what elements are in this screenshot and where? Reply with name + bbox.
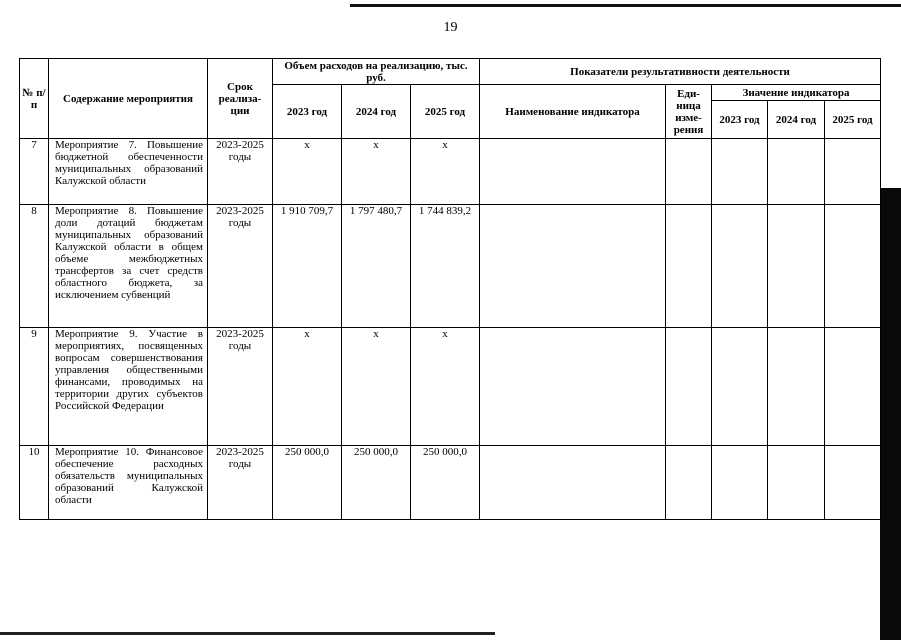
table-row	[20, 328, 881, 446]
header-unit: Еди-ница изме-рения	[666, 85, 712, 139]
header-num: № п/п	[20, 59, 49, 139]
scan-edge-right	[880, 188, 901, 640]
activities-table	[19, 58, 881, 520]
row-unit	[666, 139, 712, 205]
row-iv-2024	[768, 205, 825, 328]
header-exp-2023: 2023 год	[273, 85, 342, 139]
row-iv-2025	[825, 328, 881, 446]
header-indicators-group: Показатели результативности деятельности	[480, 59, 881, 85]
row-content: Мероприятие 9. Участие в мероприятиях, посвященных вопросам совершенствования управления общественными финансами, проводимых на территории других субъектов Российской Федерации	[49, 328, 208, 446]
row-content: Мероприятие 7. Повышение бюджетной обеспеченности муниципальных образований Калужской области	[49, 139, 208, 205]
row-content: Мероприятие 10. Финансовое обеспечение расходных обязательств муниципальных образований Калужской области	[49, 446, 208, 520]
header-indicator-value: Значение индикатора	[712, 85, 881, 101]
row-num: 7	[20, 139, 49, 205]
row-iv-2023	[712, 139, 768, 205]
row-indicator-name	[480, 328, 666, 446]
row-unit	[666, 205, 712, 328]
row-exp-2023: 250 000,0	[273, 446, 342, 520]
row-iv-2023	[712, 446, 768, 520]
page-number: 19	[443, 20, 458, 35]
header-iv-2024: 2024 год	[768, 101, 825, 139]
row-indicator-name	[480, 205, 666, 328]
row-unit	[666, 446, 712, 520]
row-exp-2023: x	[273, 139, 342, 205]
row-exp-2025: 1 744 839,2	[411, 205, 480, 328]
row-num: 8	[20, 205, 49, 328]
row-exp-2023: x	[273, 328, 342, 446]
header-exp-2024: 2024 год	[342, 85, 411, 139]
header-iv-2025: 2025 год	[825, 101, 881, 139]
row-indicator-name	[480, 446, 666, 520]
row-num: 10	[20, 446, 49, 520]
row-exp-2025: 250 000,0	[411, 446, 480, 520]
row-term: 2023-2025 годы	[208, 205, 273, 328]
row-iv-2024	[768, 139, 825, 205]
table-row	[20, 139, 881, 205]
scan-edge-bottom	[0, 632, 495, 635]
header-iv-2023: 2023 год	[712, 101, 768, 139]
header-indicator-name: Наименование индикатора	[480, 85, 666, 139]
row-exp-2025: x	[411, 139, 480, 205]
header-term: Срок реализа-ции	[208, 59, 273, 139]
row-iv-2024	[768, 328, 825, 446]
row-iv-2025	[825, 205, 881, 328]
row-exp-2024: 250 000,0	[342, 446, 411, 520]
row-exp-2023: 1 910 709,7	[273, 205, 342, 328]
header-exp-2025: 2025 год	[411, 85, 480, 139]
row-iv-2023	[712, 205, 768, 328]
row-iv-2025	[825, 139, 881, 205]
row-exp-2024: x	[342, 328, 411, 446]
row-exp-2024: x	[342, 139, 411, 205]
row-num: 9	[20, 328, 49, 446]
header-content: Содержание мероприятия	[49, 59, 208, 139]
scan-edge-top	[350, 4, 901, 7]
table-row	[20, 446, 881, 520]
row-indicator-name	[480, 139, 666, 205]
row-unit	[666, 328, 712, 446]
row-exp-2024: 1 797 480,7	[342, 205, 411, 328]
row-iv-2025	[825, 446, 881, 520]
table-row	[20, 205, 881, 328]
header-expenses-group: Объем расходов на реализацию, тыс. руб.	[273, 59, 480, 85]
row-iv-2024	[768, 446, 825, 520]
row-content: Мероприятие 8. Повышение доли дотаций бюджетам муниципальных образований Калужской области в общем объеме межбюджетных трансфертов за счет средств областного бюджета, за исключением субвенций	[49, 205, 208, 328]
row-term: 2023-2025 годы	[208, 328, 273, 446]
row-term: 2023-2025 годы	[208, 139, 273, 205]
row-exp-2025: x	[411, 328, 480, 446]
row-iv-2023	[712, 328, 768, 446]
row-term: 2023-2025 годы	[208, 446, 273, 520]
